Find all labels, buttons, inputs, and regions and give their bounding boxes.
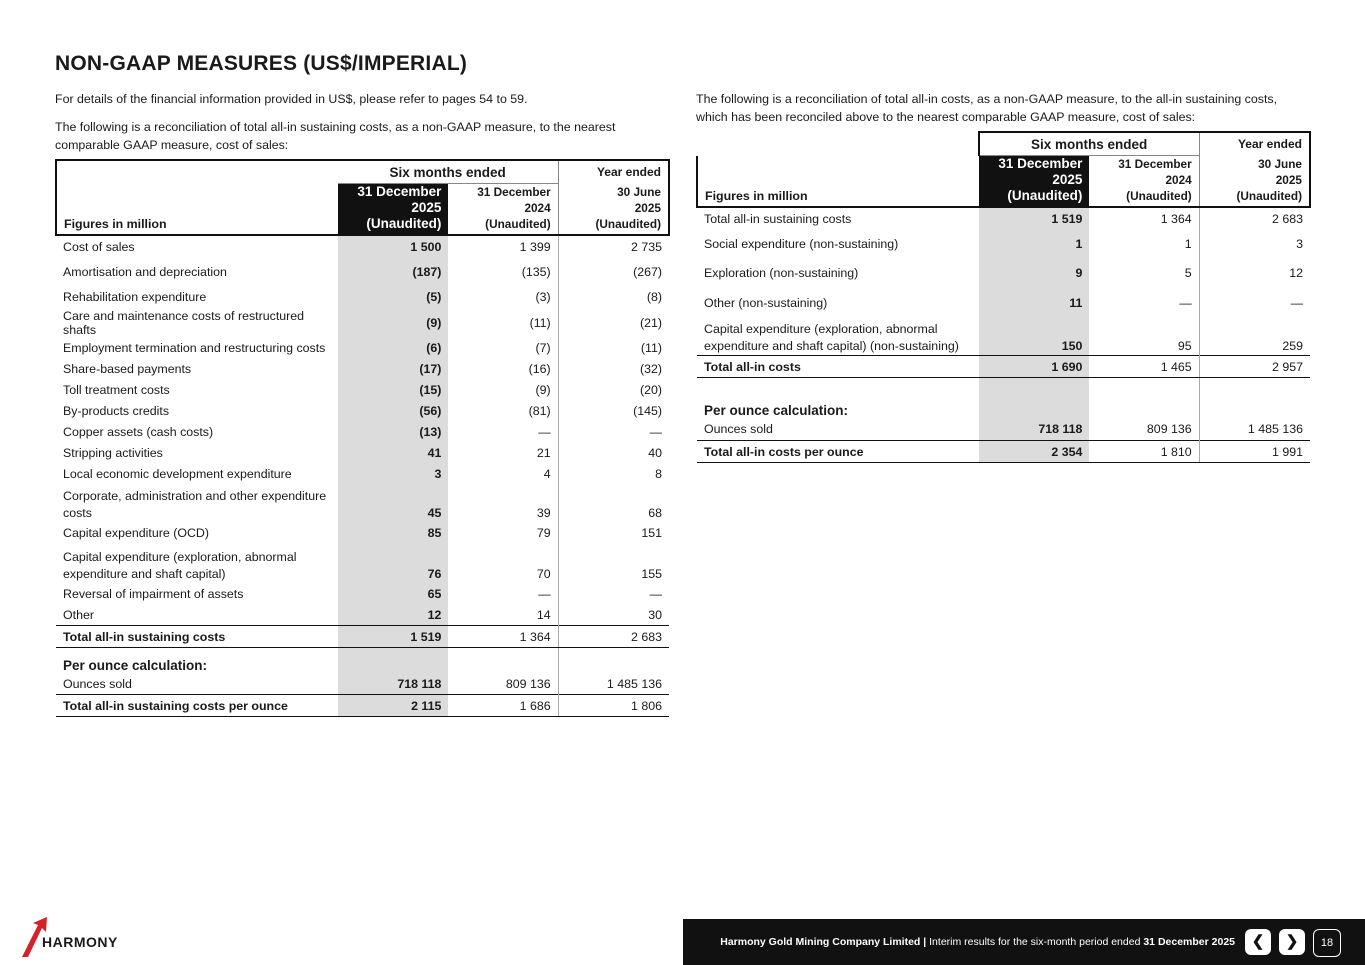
figures-in-million: Figures in million	[697, 156, 979, 208]
col-jun-2025-header: 30 June 2025 (Unaudited)	[558, 184, 669, 236]
ounces-row: Ounces sold 718 118 809 136 1 485 136	[697, 418, 1310, 441]
section-heading: Per ounce calculation:	[697, 378, 1310, 419]
table-row: Stripping activities 41 21 40	[56, 442, 669, 463]
per-ounce-row: Total all-in costs per ounce 2 354 1 810 1 991	[697, 441, 1310, 463]
year-ended-header: Year ended	[558, 160, 669, 184]
table-row: By-products credits (56) (81) (145)	[56, 400, 669, 421]
table-row: Care and maintenance costs of restructured shafts (9) (11) (21)	[63, 309, 662, 337]
chevron-right-icon: ❯	[1285, 933, 1299, 950]
year-ended-header: Year ended	[1199, 132, 1310, 156]
footer-text: Harmony Gold Mining Company Limited | Interim results for the six-month period ended 31 December 2025	[720, 936, 1235, 948]
page-number: 18	[1313, 929, 1341, 957]
col-dec-2025-header: 31 December 2025 (Unaudited)	[338, 184, 449, 236]
col-dec-2025-header: 31 December 2025 (Unaudited)	[979, 156, 1090, 208]
aisc-table	[55, 159, 670, 717]
table-row: Reversal of impairment of assets 65 — —	[56, 583, 669, 604]
table-row: Capital expenditure (OCD) 85 79 151	[56, 522, 669, 543]
chevron-left-icon: ❮	[1251, 933, 1265, 950]
table-row: Amortisation and depreciation (187) (135) (267)	[56, 258, 669, 285]
col-jun-2025-header: 30 June 2025 (Unaudited)	[1199, 156, 1310, 208]
harmony-logo	[20, 915, 145, 964]
footer-bar	[683, 919, 1365, 965]
table-row: Corporate, administration and other expenditure costs 45 39 68	[56, 484, 669, 522]
per-ounce-row: Total all-in sustaining costs per ounce 2 115 1 686 1 806	[56, 695, 669, 717]
table-row: Copper assets (cash costs) (13) — —	[56, 421, 669, 442]
table-row: Social expenditure (non-sustaining) 1 1 3	[697, 230, 1310, 257]
left-intro-2: The following is a reconciliation of total all-in sustaining costs, as a non-GAAP measure, to the nearest comparable GAAP measure, cost of sales:	[55, 120, 616, 152]
logo-text: HARMONY	[42, 934, 118, 950]
six-months-header: Six months ended	[338, 160, 559, 184]
section-heading: Per ounce calculation:	[56, 648, 669, 674]
aic-table	[696, 131, 1311, 463]
right-intro: The following is a reconciliation of total all-in costs, as a non-GAAP measure, to the all-in sustaining costs, which has been reconciled above to the nearest comparable GAAP measure, cost of sales:	[696, 92, 1278, 124]
six-months-header: Six months ended	[979, 132, 1200, 156]
left-intro-1: For details of the financial information provided in US$, please refer to pages 54 to 59.	[55, 92, 528, 106]
col-dec-2024-header: 31 December 2024 (Unaudited)	[1089, 156, 1199, 208]
figures-in-million: Figures in million	[56, 184, 338, 236]
table-row: Total all-in sustaining costs 1 519 1 364 2 683	[697, 207, 1310, 230]
table-row: Toll treatment costs (15) (9) (20)	[56, 379, 669, 400]
total-row: Total all-in costs 1 690 1 465 2 957	[697, 356, 1310, 378]
table-row: Rehabilitation expenditure (5) (3) (8)	[56, 285, 669, 309]
table-row: Capital expenditure (exploration, abnormal expenditure and shaft capital) (non-sustaining) 150 95 259	[697, 317, 1310, 356]
total-row: Total all-in sustaining costs 1 519 1 364 2 683	[56, 626, 669, 648]
page-title: NON-GAAP MEASURES (US$/IMPERIAL)	[55, 52, 468, 75]
table-row: Other 12 14 30	[56, 604, 669, 626]
table-row: Cost of sales 1 500 1 399 2 735	[56, 235, 669, 258]
col-dec-2024-header: 31 December 2024 (Unaudited)	[448, 184, 558, 236]
ounces-row: Ounces sold 718 118 809 136 1 485 136	[56, 673, 669, 695]
table-row: Exploration (non-sustaining) 9 5 12	[697, 257, 1310, 288]
table-row: Share-based payments (17) (16) (32)	[56, 358, 669, 379]
table-row: Employment termination and restructuring costs (6) (7) (11)	[56, 337, 669, 358]
next-page-button[interactable]	[1279, 929, 1305, 955]
table-row: Local economic development expenditure 3 4 8	[56, 463, 669, 484]
prev-page-button[interactable]	[1245, 929, 1271, 955]
table-row: Capital expenditure (exploration, abnormal expenditure and shaft capital) 76 70 155	[56, 543, 669, 583]
table-row: Other (non-sustaining) 11 — —	[697, 288, 1310, 317]
